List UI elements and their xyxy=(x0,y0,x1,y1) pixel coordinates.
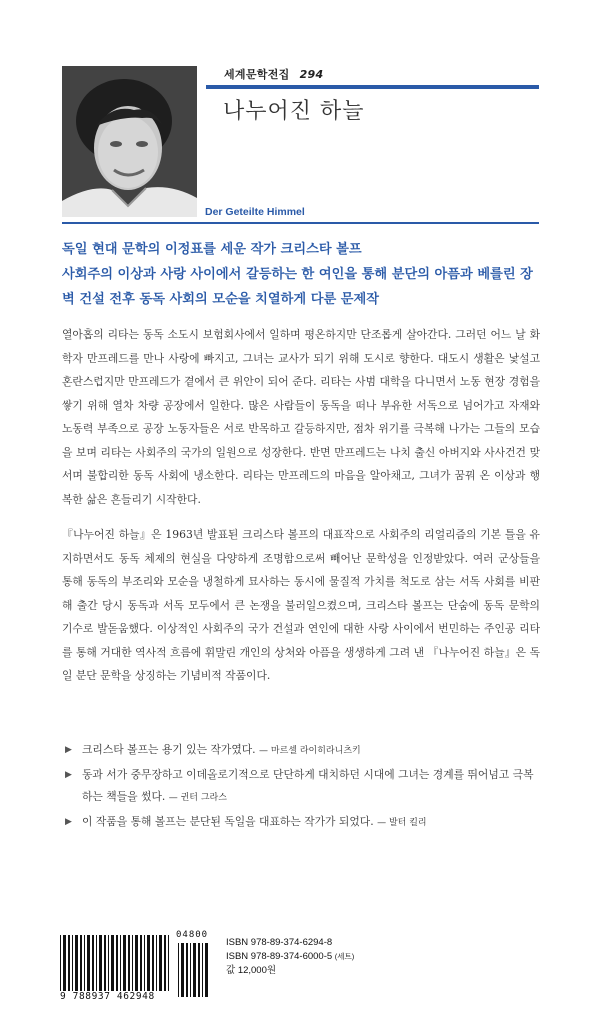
barcode-bar xyxy=(193,943,196,997)
quote-source: — 마르셀 라이히라니츠키 xyxy=(259,746,361,756)
triangle-bullet-icon: ▶ xyxy=(65,817,72,827)
price: 값 12,000원 xyxy=(226,965,277,976)
barcode-bar xyxy=(132,935,133,991)
barcode-bar xyxy=(164,935,166,991)
barcode-bar xyxy=(60,935,61,991)
barcode-bar xyxy=(120,935,121,991)
barcode-bar xyxy=(181,943,184,997)
series-label xyxy=(224,66,323,82)
triangle-bullet-icon: ▶ xyxy=(65,745,72,755)
barcode-bar xyxy=(168,935,169,991)
isbn-set-label: (세트) xyxy=(334,952,355,961)
barcode-bar xyxy=(186,943,188,997)
tagline: 독일 현대 문학의 이정표를 세운 작가 크리스타 볼프 xyxy=(62,242,362,257)
barcode-bar xyxy=(92,935,94,991)
quote-source: — 발터 킬리 xyxy=(377,818,427,828)
barcode-bar xyxy=(80,935,82,991)
original-title: Der Geteilte Himmel xyxy=(205,206,305,218)
barcode-bar xyxy=(123,935,126,991)
author-photo xyxy=(62,66,197,217)
barcode-bar xyxy=(159,935,162,991)
quote-item xyxy=(62,811,540,834)
barcode-bar xyxy=(116,935,118,991)
barcode-bar xyxy=(190,943,191,997)
barcode-bar xyxy=(75,935,78,991)
barcode-digits: 9 788937 462948 xyxy=(60,991,155,1002)
barcode-bar xyxy=(68,935,70,991)
triangle-bullet-icon: ▶ xyxy=(65,770,72,780)
barcode-bar xyxy=(152,935,154,991)
barcode-bar xyxy=(104,935,106,991)
quote-text: 크리스타 볼프는 용기 있는 작가였다. xyxy=(82,743,256,756)
quotes-list xyxy=(62,739,540,834)
synopsis-paragraph: 열아홉의 리타는 동독 소도시 보험회사에서 일하며 평온하지만 단조롭게 살아간다. 그러던 어느 날 화학자 만프레드를 만나 사랑에 빠지고, 그녀는 교사가 되기 위해 도시로 향한다. 대도시 생활은 낯설고 혼란스럽지만 만프레드가 곁에서 큰 위안이 되어 준다. 리타는 사범 대학을 다니면서 노동 현장 경험을 쌓기 위해 열차 차량 공장에서 일한다. 많은 사람들이 동독을 떠나 부유한 서독으로 넘어가고 자재와 노동력 부족으로 공장 노동자들은 서로 반목하고 갈등하지만, 점차 위기를 극복해 나가는 그들의 모습을 보며 리타는 사회주의 국가의 일원으로 성장한다. 반면 만프레드는 나치 출신 아버지와 사사건건 맞서며 불합리한 동독 사회에 냉소한다. 리타는 만프레드의 마음을 알아채고, 그녀가 꿈꿔 온 이상과 행복한 삶은 흔들리기 시작한다. xyxy=(62,328,540,506)
barcode-bar xyxy=(96,935,97,991)
top-rule xyxy=(206,85,539,89)
barcode-bar xyxy=(144,935,145,991)
barcode-bar xyxy=(72,935,73,991)
quote-item xyxy=(62,739,540,762)
isbn-set-line xyxy=(226,950,354,964)
barcode-bar xyxy=(128,935,130,991)
review-paragraph: 『나누어진 하늘』은 1963년 발표된 크리스타 볼프의 대표작으로 사회주의 리얼리즘의 기본 틀을 유지하면서도 동독 체제의 현실을 다양하게 조명함으로써 빼어난 문학성을 인정받았다. 여러 군상들을 통해 동독의 부조리와 모순을 냉철하게 묘사하는 동시에 물질적 가치를 척도로 삼는 서독 사회를 비판해 출간 당시 동독과 서독 모두에서 큰 논쟁을 불러일으켰으며, 크리스타 볼프는 단숨에 동독 문학의 기수로 발돋움했다. 이상적인 사회주의 국가 건설과 연인에 대한 사랑 사이에서 번민하는 주인공 리타를 통해 거대한 역사적 흐름에 휘말린 개인의 상처와 아픔을 생생하게 그려 낸 『나누어진 하늘』은 독일 분단 문학을 상징하는 기념비적 작품이다. xyxy=(62,528,540,682)
barcode-bar xyxy=(87,935,90,991)
barcode-bar xyxy=(156,935,157,991)
barcode-bar xyxy=(99,935,102,991)
barcode-addon xyxy=(178,943,210,997)
quote-item xyxy=(62,764,540,809)
barcode xyxy=(60,935,172,997)
barcode-bar xyxy=(140,935,142,991)
quote-text: 이 작품을 통해 볼프는 분단된 독일을 대표하는 작가가 되었다. xyxy=(82,815,374,828)
barcode-bar xyxy=(202,943,203,997)
isbn-line: ISBN 978-89-374-6000-5 xyxy=(226,951,333,962)
middle-rule xyxy=(62,222,539,224)
book-title: 나누어진 하늘 xyxy=(223,99,365,124)
barcode-bar xyxy=(198,943,200,997)
barcode-bar xyxy=(63,935,66,991)
barcode-bar xyxy=(108,935,109,991)
barcode-bar xyxy=(111,935,114,991)
barcode-bar xyxy=(178,943,179,997)
barcode-bar xyxy=(205,943,208,997)
barcode-addon-digits: 04800 xyxy=(176,930,209,940)
barcode-bar xyxy=(147,935,150,991)
quote-source: — 귄터 그라스 xyxy=(168,793,227,803)
quote-text: 동과 서가 중무장하고 이데올로기적으로 단단하게 대치하던 시대에 그녀는 경계를 뛰어넘고 극복하는 책들을 썼다. xyxy=(82,768,534,803)
tagline: 벽 건설 전후 동독 사회의 모순을 치열하게 다룬 문제작 xyxy=(62,292,379,307)
series-name: 세계문학전집 xyxy=(224,68,290,81)
isbn-block xyxy=(226,936,354,978)
barcode-bar xyxy=(84,935,85,991)
barcode-bar xyxy=(135,935,138,991)
isbn-line: ISBN 978-89-374-6294-8 xyxy=(226,937,333,948)
tagline: 사회주의 이상과 사랑 사이에서 갈등하는 한 여인을 통해 분단의 아픔과 베를린 장 xyxy=(62,267,533,282)
taglines xyxy=(62,237,540,312)
series-number: 294 xyxy=(299,68,324,81)
